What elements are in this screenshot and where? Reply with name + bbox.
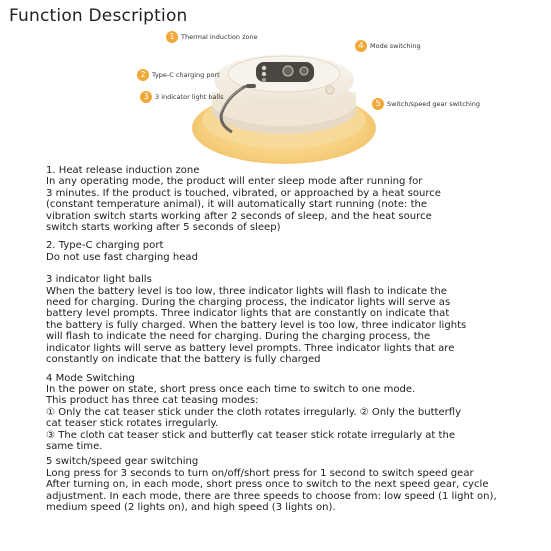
text-line: constantly on indicate that the battery is fully charged bbox=[46, 354, 321, 366]
text-line: ① Only the cat teaser stick under the cloth rotates irregularly. ② Only the butterfly bbox=[46, 406, 462, 418]
section-mode-switching bbox=[46, 373, 546, 453]
callout-indicator-lights bbox=[140, 91, 223, 103]
text-line: the battery is fully charged. When the battery level is too low, three indicator lights bbox=[46, 319, 467, 331]
type-c-port bbox=[246, 84, 256, 88]
section-indicator-lights bbox=[46, 274, 546, 365]
mode-button bbox=[283, 66, 293, 76]
callout-label: Switch/speed gear switching bbox=[387, 100, 481, 108]
section-type-c bbox=[46, 240, 546, 263]
text-line: ③ The cloth cat teaser stick and butterfly cat teaser stick rotate irregularly at the bbox=[46, 429, 456, 441]
power-button bbox=[300, 67, 308, 75]
text-line: Long press for 3 seconds to turn on/off/short press for 1 second to switch speed gear bbox=[46, 467, 474, 479]
text-line: indicator lights will serve as battery level prompts. Three indicator lights that are bbox=[46, 342, 455, 354]
section-heading: 4 Mode Switching bbox=[46, 372, 135, 384]
text-line: In the power on state, short press once each time to switch to one mode. bbox=[46, 383, 416, 395]
indicator-light-1 bbox=[262, 66, 266, 70]
text-line: 3 minutes. If the product is touched, vibrated, or approached by a heat source bbox=[46, 187, 441, 199]
callout-thermal-zone bbox=[166, 31, 258, 43]
callout-label: 3 indicator light balls bbox=[155, 93, 224, 101]
function-description-text bbox=[46, 165, 546, 513]
section-heading: 3 indicator light balls bbox=[46, 274, 152, 286]
text-line: After turning on, in each mode, short press once to switch to the next speed gear, cycle bbox=[46, 479, 489, 491]
text-line: (constant temperature animal), it will automatically start running (note: the bbox=[46, 199, 428, 211]
text-line: need for charging. During the charging process, the indicator lights will serve as bbox=[46, 297, 451, 309]
callout-label: Mode switching bbox=[370, 42, 421, 50]
side-button bbox=[326, 86, 334, 94]
text-line: switch starts working after 5 seconds of sleep) bbox=[46, 222, 281, 234]
callout-number: 1 bbox=[166, 31, 178, 43]
page-title: Function Description bbox=[9, 6, 188, 26]
product-illustration bbox=[192, 40, 382, 166]
indicator-light-3 bbox=[262, 78, 266, 82]
text-line: medium speed (2 lights on), and high speed (3 lights on). bbox=[46, 501, 336, 513]
section-heading: 5 switch/speed gear switching bbox=[46, 456, 199, 468]
text-line: Do not use fast charging head bbox=[46, 251, 198, 263]
text-line: same time. bbox=[46, 440, 103, 452]
section-speed-switching bbox=[46, 456, 546, 513]
text-line: battery level prompts. Three indicator lights that are constantly on indicate that bbox=[46, 308, 450, 320]
section-heading: 2. Type-C charging port bbox=[46, 240, 164, 252]
callout-label: Type-C charging port bbox=[152, 71, 220, 79]
section-heat-release bbox=[46, 165, 546, 233]
callout-speed-switching bbox=[372, 98, 480, 110]
text-line: This product has three cat teasing modes: bbox=[46, 395, 259, 407]
text-line: vibration switch starts working after 2 seconds of sleep, and the heat source bbox=[46, 210, 432, 222]
callout-number: 5 bbox=[372, 98, 384, 110]
text-line: cat teaser stick rotates irregularly. bbox=[46, 418, 219, 430]
text-line: In any operating mode, the product will enter sleep mode after running for bbox=[46, 176, 423, 188]
callout-number: 4 bbox=[355, 40, 367, 52]
callout-label: Thermal induction zone bbox=[181, 33, 258, 41]
indicator-light-2 bbox=[262, 72, 266, 76]
callout-type-c-port bbox=[137, 69, 220, 81]
callout-number: 2 bbox=[137, 69, 149, 81]
text-line: adjustment. In each mode, there are three speeds to choose from: low speed (1 light on), bbox=[46, 490, 497, 502]
text-line: When the battery level is too low, three indicator lights will flash to indicate the bbox=[46, 285, 447, 297]
callout-number: 3 bbox=[140, 91, 152, 103]
section-heading: 1. Heat release induction zone bbox=[46, 165, 200, 176]
callout-mode-switching bbox=[355, 40, 421, 52]
text-line: will flash to indicate the need for charging. During the charging process, the bbox=[46, 331, 431, 343]
